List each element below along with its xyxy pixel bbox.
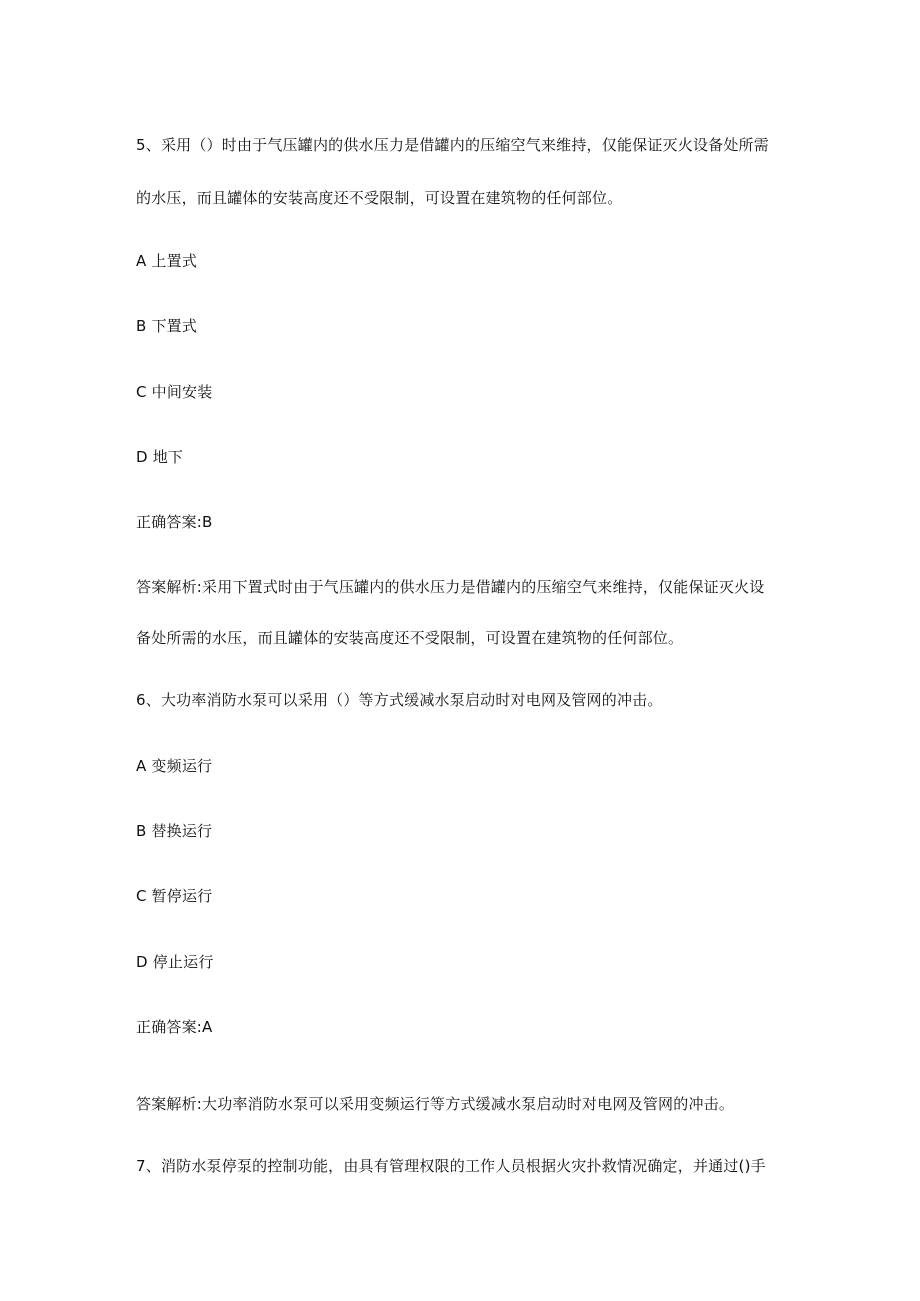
- question-6-analysis-line-1: 答案解析:大功率消防水泵可以采用变频运行等方式缓减水泵启动时对电网及管网的冲击。: [136, 1095, 735, 1113]
- question-5-analysis-line-2: 备处所需的水压，而且罐体的安装高度还不受限制，可设置在建筑物的任何部位。: [136, 629, 684, 647]
- question-5-option-d: D 地下: [136, 448, 184, 466]
- question-5-stem-line-1: 5、采用（）时由于气压罐内的供水压力是借罐内的压缩空气来维持，仅能保证灭火设备处所需: [136, 136, 769, 154]
- question-6-option-d: D 停止运行: [136, 953, 214, 971]
- question-5-answer: 正确答案:B: [136, 513, 213, 531]
- question-6-option-a: A 变频运行: [136, 757, 213, 775]
- question-7-stem-line-1: 7、消防水泵停泵的控制功能，由具有管理权限的工作人员根据火灾扑救情况确定，并通过()手: [136, 1157, 766, 1175]
- question-6-answer: 正确答案:A: [136, 1018, 213, 1036]
- question-5-analysis-line-1: 答案解析:采用下置式时由于气压罐内的供水压力是借罐内的压缩空气来维持，仅能保证灭火设: [136, 578, 765, 596]
- question-5-stem-line-2: 的水压，而且罐体的安装高度还不受限制，可设置在建筑物的任何部位。: [136, 189, 623, 207]
- question-5-option-b: B 下置式: [136, 317, 198, 335]
- question-6-option-b: B 替换运行: [136, 822, 213, 840]
- question-5-option-c: C 中间安装: [136, 383, 213, 401]
- question-5-option-a: A 上置式: [136, 252, 198, 270]
- question-6-option-c: C 暂停运行: [136, 887, 213, 905]
- question-6-stem-line-1: 6、大功率消防水泵可以采用（）等方式缓减水泵启动时对电网及管网的冲击。: [136, 691, 663, 709]
